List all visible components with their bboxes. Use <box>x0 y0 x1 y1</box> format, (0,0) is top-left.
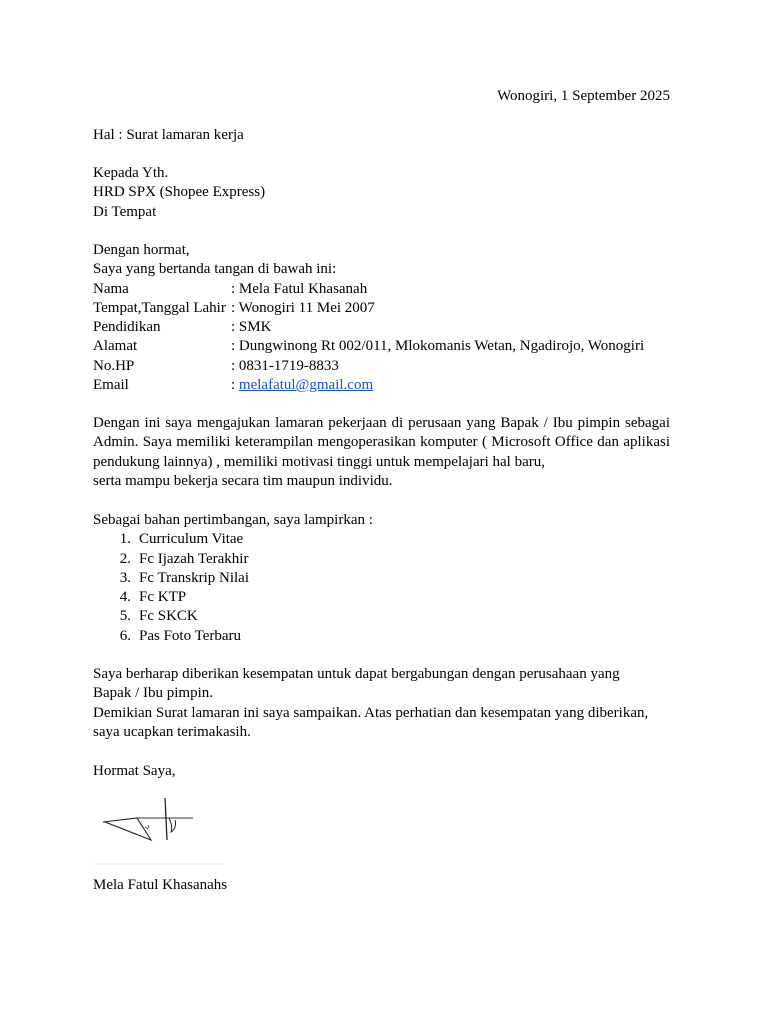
closing-paragraph-last-line: Bapak / Ibu pimpin. <box>93 685 213 702</box>
identity-value: : Dungwinong Rt 002/011, Mlokomanis Wetan, Ngadirojo, Wonogiri <box>231 338 645 355</box>
attachments-list <box>93 530 670 646</box>
intro: Saya yang bertanda tangan di bawah ini: <box>93 261 337 278</box>
identity-value: : Wonogiri 11 Mei 2007 <box>231 299 375 316</box>
identity-label: Tempat,Tanggal Lahir <box>93 299 226 316</box>
body-paragraph <box>93 414 670 491</box>
identity-row <box>93 357 670 376</box>
list-text: Fc Transkrip Nilai <box>139 569 250 586</box>
list-number: 5. <box>119 608 131 625</box>
list-item <box>93 530 670 549</box>
list-number: 3. <box>119 569 131 586</box>
list-item <box>93 627 670 646</box>
identity-value: : Mela Fatul Khasanah <box>231 280 368 297</box>
identity-row <box>93 299 670 318</box>
list-text: Pas Foto Terbaru <box>139 627 241 644</box>
list-number: 1. <box>119 531 131 548</box>
recipient-line-3: Di Tempat <box>93 203 157 220</box>
identity-row <box>93 318 670 337</box>
closing-paragraph-2 <box>93 704 670 743</box>
email-link[interactable]: melafatul@gmail.com <box>238 377 374 394</box>
identity-row <box>93 337 670 356</box>
identity-row <box>93 280 670 299</box>
list-item <box>93 569 670 588</box>
signature-image <box>93 792 233 878</box>
list-item <box>93 607 670 626</box>
attachments-block <box>93 511 670 646</box>
identity-label: No.HP <box>93 357 135 374</box>
recipient-line-2: HRD SPX (Shopee Express) <box>93 184 266 201</box>
closing-paragraph-2-text: Demikian Surat lamaran ini saya sampaikan. Atas perhatian dan kesempatan yang diberikan, <box>93 705 649 721</box>
list-number: 6. <box>119 627 131 644</box>
greeting: Dengan hormat, <box>93 242 190 258</box>
list-text: Fc SKCK <box>139 608 198 625</box>
subject-line <box>93 126 670 145</box>
signer-name: Mela Fatul Khasanahs <box>93 877 228 893</box>
list-number: 2. <box>119 550 131 567</box>
identity-label: Pendidikan <box>93 319 161 336</box>
list-text: Fc Ijazah Terakhir <box>139 550 249 567</box>
list-text: Fc KTP <box>139 589 187 606</box>
list-item <box>93 550 670 569</box>
identity-value: : 0831-1719-8833 <box>231 357 339 374</box>
identity-label: Alamat <box>93 338 138 355</box>
recipient-block <box>93 164 670 222</box>
closing-paragraph-text: Saya berharap diberikan kesempatan untuk dapat bergabungan dengan perusahaan yang <box>93 666 620 682</box>
body-paragraph-last-line: serta mampu bekerja secara tim maupun individu. <box>93 472 393 489</box>
sign-off: Hormat Saya, <box>93 763 176 779</box>
identity-block <box>93 241 670 395</box>
attachments-intro: Sebagai bahan pertimbangan, saya lampirkan : <box>93 512 373 528</box>
identity-value <box>231 376 373 395</box>
closing-paragraph <box>93 665 670 704</box>
place-date: Wonogiri, 1 September 2025 <box>497 88 670 104</box>
identity-label: Nama <box>93 280 129 297</box>
list-item <box>93 588 670 607</box>
identity-label: Email <box>93 377 129 394</box>
sign-off-block <box>93 762 670 781</box>
list-text: Curriculum Vitae <box>139 531 244 548</box>
identity-row <box>93 376 670 395</box>
subject: Hal : Surat lamaran kerja <box>93 127 244 143</box>
email-prefix: : <box>231 377 239 394</box>
list-number: 4. <box>119 589 131 606</box>
recipient-line-1: Kepada Yth. <box>93 165 169 181</box>
identity-value: : SMK <box>231 319 272 336</box>
closing-paragraph-2-last-line: saya ucapkan terimakasih. <box>93 724 251 741</box>
body-paragraph-text: Dengan ini saya mengajukan lamaran pekerjaan di perusaan yang Bapak / Ibu pimpin sebagai Admin. Saya memiliki keterampilan mengoperasikan komputer ( Microsoft Office dan aplikasi pendukung lainnya) , memiliki motivasi tinggi untuk mempelajari hal baru, <box>93 415 670 470</box>
